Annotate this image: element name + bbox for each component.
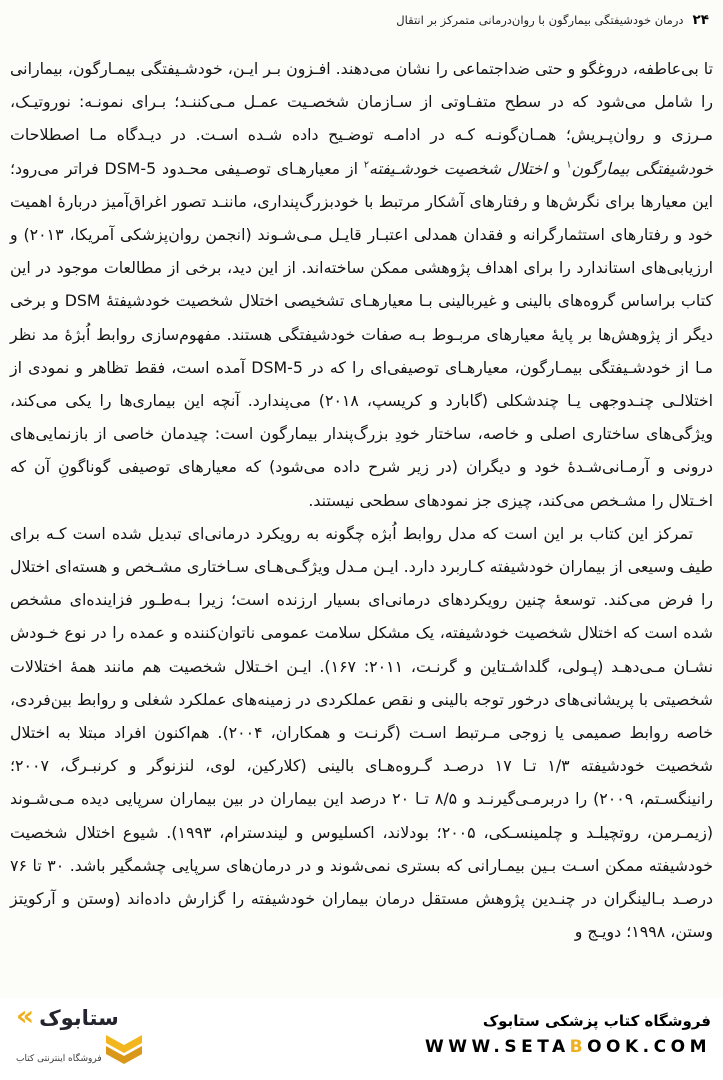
book-chevron-icon [104, 1034, 144, 1064]
store-name: فروشگاه کتاب پزشکی ستابوک [482, 1011, 711, 1030]
page-number: ۲۴ [692, 12, 709, 28]
website-url [425, 1037, 711, 1057]
text-run: اختلال شخصیت خودشـیفته [369, 158, 547, 178]
text-run: WWW.SETA [425, 1036, 570, 1057]
logo-tagline: فروشگاه اینترنتی کتاب [16, 1054, 102, 1064]
running-head [0, 0, 723, 28]
store-info [425, 1012, 711, 1057]
publisher-footer [0, 998, 723, 1080]
logo-wordmark: ستابوک [39, 1006, 119, 1030]
logo-wordmark-row [16, 999, 144, 1032]
text-run: تمرکز این کتاب بر این است که مدل روابط اُبژه چگونه به رویکرد درمانی‌ای تبدیل شده است کـه برای طیف وسیعی از بیماران خودشیفته کـاربرد دارد. ایـن مـدل ویژگـی‌هـای سـاختاری مشـخص و هسته‌ای اختلال را فرض می‌کند. توسعهٔ چنین رویکردهای درمانی‌ای بسیار ارزنده است؛ زیرا بـه‌طـور فزاینده‌ای مشخص شده است که اختلال شخصیت خودشیفته، یک مشکل سلامت عمومی ناتوان‌کننده و عمده را در نوع خـودش نشـان مـی‌دهـد (پـولی، گلداشـتاین و گرنـت، ۲۰۱۱: ۱۶۷). ایـن اخـتلال شخصیت هم مانند همهٔ اختلالات شخصیتی با پریشانی‌های درخور توجه بالینی و نقص عملکردی در زمینه‌های عملکرد شغلی و روابط بین‌فردی، خاصه روابط صمیمی یا زوجی مـرتبط اسـت (گرنـت و همکاران، ۲۰۰۴). هم‌اکنون افراد مبتلا به اختلال شخصیت خودشیفته ۱/۳ تـا ۱۷ درصـد گـروه‌هـای بالینی (کلارکین، لوی، لنزنوگر و کرنبـرگ، ۲۰۰۷؛ رانینگسـتم، ۲۰۰۹) را دربرمـی‌گیرنـد و ۸/۵ تـا ۲۰ درصد این بیماران در بین بیماران سرپایی دیده مـی‌شـوند (زیمـرمن، روتچیلـد و چلمینسـکی، ۲۰۰۵؛ بودلاند، اکسلیوس و لیندسترام، ۱۹۹۳). شیوع اختلال شخصیت خودشیفته ممکن اسـت بـین بیمـارانی که بستری نمی‌شوند و در درمان‌های سرپایی چشمگیر باشد. ۳۰ تا ۷۶ درصـد بـالینگران در چنـدین پژوهش مستقل درمان بیماران خودشیفته را گزارش داده‌اند (وستن و آرکویتز وستن، ۱۹۹۸؛ دویـج و [10, 523, 714, 942]
text-run: تا بی‌عاطفه، دروغگو و حتی ضداجتماعی را نشان می‌دهند. افـزون بـر ایـن، خودشـیفتگی بیمـارگون، بیمارانی را شامل می‌شود که در سطح متفـاوتی از سـازمان شخصـیت عمـل مـی‌کننـد؛ بـرای نمونـه: نوروتیـک، مـرزی و روان‌پـریش؛ همـان‌گونـه کـه در ادامـه توضـیح داده شـده اسـت. در دیـدگاه مـا اصطلاحات [10, 59, 713, 145]
paragraph [10, 52, 713, 517]
book-title: درمان خودشیفتگی بیمارگون با روان‌درمانی متمرکز بر انتقال [396, 13, 684, 27]
paragraph [10, 517, 713, 949]
text-run: B [569, 1036, 588, 1057]
text-run: ۱ [566, 159, 572, 171]
text-run: OOK.COM [587, 1036, 711, 1057]
body-text [0, 52, 723, 994]
text-run: ۲ [363, 159, 369, 171]
setabook-logo [16, 999, 144, 1064]
text-run: از معیارهـای توصـیفی محـدود DSM-5 فراتر می‌رود؛ این معیارها برای نگرش‌ها و رفتارهای آشکار مرتبط با خودبزرگ‌پنداری، ماننـد تصور اغراق‌آمیز دربارهٔ اهمیت خود و رفتارهای استثمارگرانه و فقدان همدلی اعتبـار قایـل مـی‌شـوند (انجمن روان‌پزشکی آمریکا، ۲۰۱۳) و ارزیابی‌های استاندارد را برای اهداف پژوهشی ممکن ساخته‌اند. از این دید، برخی از مطالعات موجود در این کتاب براساس گروه‌های بالینی و غیربالینی بـا معیارهـای تشخیصی اختلال شخصیت خودشیفتهٔ DSM و برخی دیگر از پژوهش‌ها بر پایهٔ معیارهای مربـوط بـه صفات خودشیفتگی هستند. مفهوم‌سازی روابط اُبژهٔ مد نظر مـا از خودشـیفتگی بیمـارگون، معیارهـای توصیفی‌ای را که در DSM-5 آمده است، فقط تظاهر و نمودی از اختلالـی چنـدوجهی یـا چندشکلی (گابارد و کریسپ، ۲۰۱۸) می‌پندارد. آنچه این بیماری‌ها را یکی می‌کند، ویژگی‌های ساختاری اصلی و خاصه، ساختار خودِ بزرگ‌پندار بیمارگون است: چیدمان خاصی از بازنمایی‌های درونی و آرمـانی‌شـدهٔ خود و دیگران (در زیر شرح داده می‌شود) که معیارهای توصیفی گوناگونِ آن که اخـتلال را مشـخص می‌کند، چیزی جز نمودهای سطحی نیستند. [10, 158, 714, 510]
text-run: و [546, 158, 567, 178]
logo-bottom-row [16, 1034, 144, 1064]
text-run: خودشیفتگی بیمارگون [571, 158, 713, 178]
guillemet-icon: « [16, 999, 35, 1032]
